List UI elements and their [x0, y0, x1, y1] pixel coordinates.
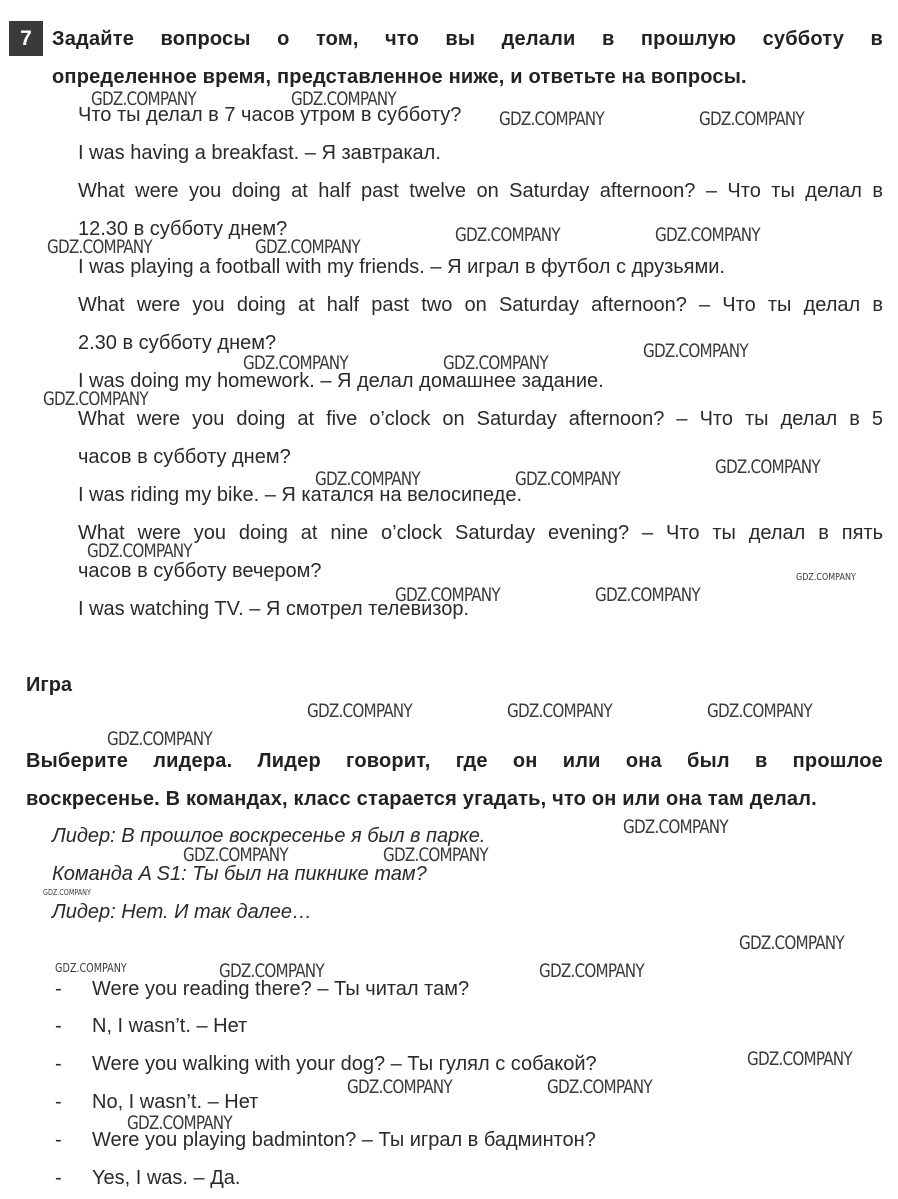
exercise-line: I was doing my homework. – Я делал домашнее задание. [78, 370, 604, 392]
watermark: GDZ.COMPANY [55, 961, 127, 975]
list-dash: - [55, 1129, 62, 1151]
game-instruction-line-2: воскресенье. В командах, класс старается угадать, что он или она там делал. [26, 788, 817, 810]
watermark: GDZ.COMPANY [91, 88, 196, 110]
watermark: GDZ.COMPANY [507, 700, 612, 722]
list-item-text: N, I wasn’t. – Нет [92, 1015, 248, 1037]
watermark: GDZ.COMPANY [243, 352, 348, 374]
list-item [55, 1159, 240, 1197]
exercise-line: часов в субботу днем? [78, 446, 291, 468]
exercise-line: What were you doing at half past twelve on Saturday afternoon? – Что ты делал в [78, 180, 883, 202]
watermark: GDZ.COMPANY [699, 108, 804, 130]
watermark: GDZ.COMPANY [383, 844, 488, 866]
game-title: Игра [26, 674, 73, 696]
dialogue-line: Команда A S1: Ты был на пикнике там? [52, 863, 427, 885]
list-dash: - [55, 1167, 62, 1189]
watermark: GDZ.COMPANY [655, 224, 760, 246]
watermark: GDZ.COMPANY [643, 340, 748, 362]
exercise-line: What were you doing at half past two on Saturday afternoon? – Что ты делал в [78, 294, 883, 316]
watermark: GDZ.COMPANY [47, 236, 152, 258]
exercise-line: I was riding my bike. – Я катался на велосипеде. [78, 484, 523, 506]
list-item [55, 1045, 597, 1083]
watermark: GDZ.COMPANY [499, 108, 604, 130]
watermark: GDZ.COMPANY [443, 352, 548, 374]
watermark: GDZ.COMPANY [595, 584, 700, 606]
dialogue-line: Лидер: Нет. И так далее… [52, 901, 313, 923]
list-item-text: Were you reading there? – Ты читал там? [92, 978, 470, 1000]
watermark: GDZ.COMPANY [107, 728, 212, 750]
watermark: GDZ.COMPANY [395, 584, 500, 606]
task-instruction-line-2: определенное время, представленное ниже, и ответьте на вопросы. [52, 66, 747, 88]
watermark: GDZ.COMPANY [219, 960, 324, 982]
list-item [55, 970, 469, 1008]
watermark: GDZ.COMPANY [347, 1076, 452, 1098]
exercise-line: I was watching TV. – Я смотрел телевизор. [78, 598, 470, 620]
watermark: GDZ.COMPANY [747, 1048, 852, 1070]
watermark: GDZ.COMPANY [623, 816, 728, 838]
exercise-line: часов в субботу вечером? [78, 560, 322, 582]
list-dash: - [55, 1053, 62, 1075]
watermark: GDZ.COMPANY [796, 572, 856, 583]
watermark: GDZ.COMPANY [715, 456, 820, 478]
list-item-text: No, I wasn’t. – Нет [92, 1091, 259, 1113]
exercise-line: What were you doing at nine o’clock Saturday evening? – Что ты делал в пять [78, 522, 883, 544]
watermark: GDZ.COMPANY [183, 844, 288, 866]
watermark: GDZ.COMPANY [307, 700, 412, 722]
exercise-line: 2.30 в субботу днем? [78, 332, 277, 354]
list-item [55, 1121, 596, 1159]
list-dash: - [55, 978, 62, 1000]
watermark: GDZ.COMPANY [43, 388, 148, 410]
list-dash: - [55, 1091, 62, 1113]
task-instruction-line-1: Задайте вопросы о том, что вы делали в прошлую субботу в [52, 28, 883, 50]
list-item-text: Were you walking with your dog? – Ты гулял с собакой? [92, 1053, 597, 1075]
watermark: GDZ.COMPANY [291, 88, 396, 110]
exercise-line: 12.30 в субботу днем? [78, 218, 288, 240]
list-item [55, 1083, 258, 1121]
watermark: GDZ.COMPANY [455, 224, 560, 246]
list-dash: - [55, 1015, 62, 1037]
exercise-line: Что ты делал в 7 часов утром в субботу? [78, 104, 462, 126]
watermark: GDZ.COMPANY [547, 1076, 652, 1098]
watermark: GDZ.COMPANY [87, 540, 192, 562]
exercise-line: I was playing a football with my friends. – Я играл в футбол с друзьями. [78, 256, 725, 278]
watermark: GDZ.COMPANY [739, 932, 844, 954]
list-item-text: Yes, I was. – Да. [92, 1167, 241, 1189]
watermark: GDZ.COMPANY [539, 960, 644, 982]
exercise-line: What were you doing at five o’clock on Saturday afternoon? – Что ты делал в 5 [78, 408, 883, 430]
task-number: 7 [9, 21, 43, 56]
exercise-line: I was having a breakfast. – Я завтракал. [78, 142, 441, 164]
list-item-text: Were you playing badminton? – Ты играл в бадминтон? [92, 1129, 596, 1151]
watermark: GDZ.COMPANY [707, 700, 812, 722]
watermark: GDZ.COMPANY [127, 1112, 232, 1134]
watermark: GDZ.COMPANY [515, 468, 620, 490]
dialogue-line: Лидер: В прошлое воскресенье я был в парке. [52, 825, 486, 847]
watermark: GDZ.COMPANY [255, 236, 360, 258]
list-item [55, 1007, 247, 1045]
watermark: GDZ.COMPANY [43, 888, 91, 897]
game-instruction-line-1: Выберите лидера. Лидер говорит, где он или она был в прошлое [26, 750, 883, 772]
watermark: GDZ.COMPANY [315, 468, 420, 490]
